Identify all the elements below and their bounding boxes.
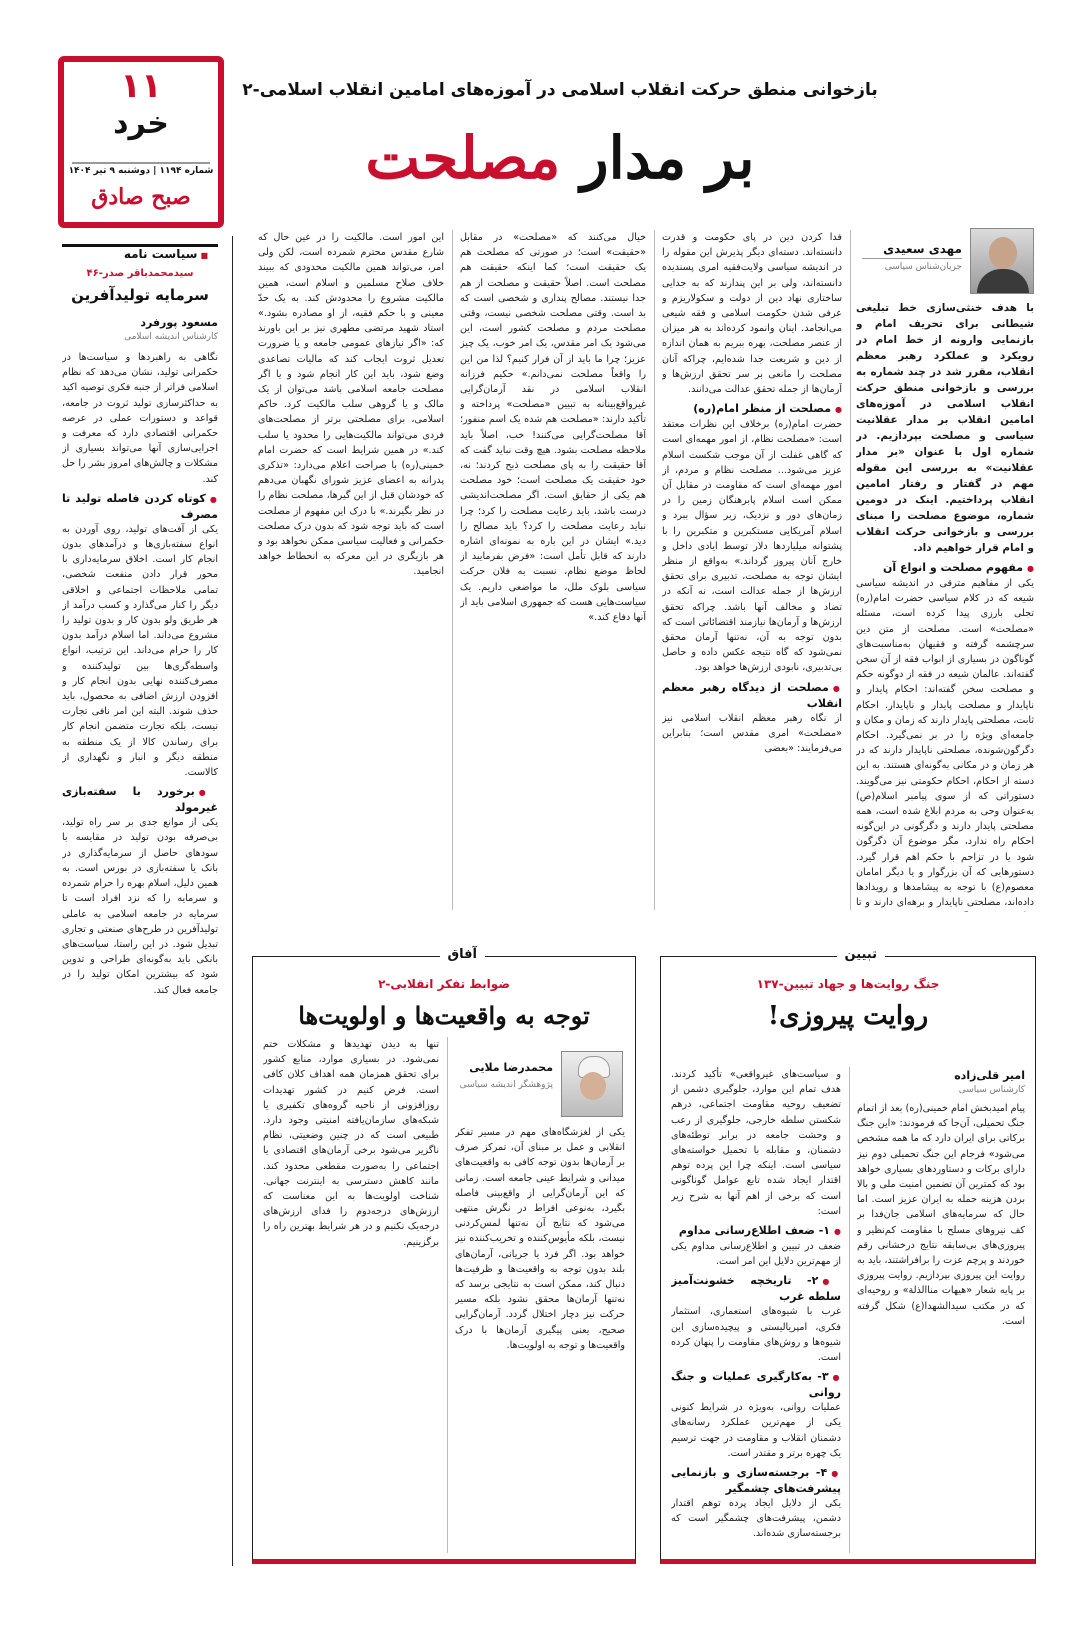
- article-column-2: [662, 230, 842, 912]
- article-kicker: بازخوانی منطق حرکت انقلاب اسلامی در آموزه‌های امامین انقلاب اسلامی-۲: [242, 80, 878, 100]
- box-column-left: [263, 1037, 439, 1553]
- author-name: مهدی سعیدی: [883, 242, 962, 256]
- box-kicker: ضوابط تفکر انقلابی-۲: [378, 977, 510, 991]
- author-photo: [561, 1051, 623, 1117]
- article-column-4: [258, 230, 444, 912]
- box-column-left: [671, 1067, 841, 1555]
- column-divider: [452, 230, 453, 910]
- box-section-label: تبیین: [837, 947, 886, 962]
- box-paragraph: تنها به دیدن تهدیدها و مشکلات ختم نمی‌شود. در بسیاری موارد، منابع کشور برای تحقق همزمان همه اهداف کلان کافی است. فرض کنیم در کشور تهدیدات روزافزونی از ناحیه گروه‌های تکفیری یا شبکه‌های سازمان‌یافته امنیتی وجود دارد. طبیعی است که در چنین وضعیتی، نظام ناگزیر می‌شود برخی آرمان‌های اقتصادی یا اجتماعی را به‌صورت مقطعی محدود کند. مانند کاهش دسترسی به اینترنت جهانی. شناخت اولویت‌ها به این معناست که ارزش‌های درجه‌دوم را فدای ارزش‌های درجه‌یک نکنیم و در هر شرایط بهترین راه را برگزینیم.: [263, 1039, 439, 1248]
- box-paragraph: پیام امیدبخش امام خمینی(ره) بعد از اتمام جنگ تحمیلی، آن‌جا که فرمودند: «این جنگ برکاتی برای ایران دارد که ما همه مشخص می‌شود» فرجام این جنگ تحمیلی دوم نیز دارای برکات و دستاوردهای بسیاری خواهد بود که کمترین آن تضمین امنیت ملی و بالا بردن هزینه حمله به ایران عزیز است. اما حال که سرمایه‌های اسلامی جان‌فدا بر کف نیروهای مسلح با مقاومت کم‌نظیر و پیروزی‌های بی‌سابقه نتایج درخشانی رقم خوردند و پرچم عزت را برافراشتند، باید به روایت این پیروزی بپردازیم. روایت پیروزی بر پایه شعار «هیهات مناالذلة» و روحیه‌ای که در مکتب سیدالشهدا(ع) شکل گرفته است.: [857, 1103, 1025, 1327]
- box-title: روایت پیروزی!: [767, 1001, 929, 1031]
- sidebar-title: سرمایه تولیدآفرین: [71, 286, 209, 304]
- box-paragraph: یکی از لغزشگاه‌های مهم در مسیر تفکر انقلابی و عمل بر مبنای آن، تمرکز صرف بر آرمان‌ها بدون توجه کافی به واقعیت‌های میدانی و شرایط عینی جامعه است. زمانی که این آرمان‌گرایی از واقع‌بینی فاصله بگیرد، به‌نوعی افراط در نگرش منتهی می‌شود که نتایج آن نه‌تنها لمس‌کردنی نیست، بلکه مأیوس‌کننده و تخریب‌کننده نیز خواهد بود. اگر فرد یا جریانی، آرمان‌های بلند بدون توجه به واقعیت‌ها و ظرفیت‌ها دنبال کند، ممکن است به نتایجی برسد که نه‌تنها آرمان‌ها محقق نشود بلکه مسیر حرکت نیز دچار اختلال گردد. آرمان‌گرایی صحیح، یعنی پیگیری آرمان‌ها با درک واقعیت‌ها و توجه به اولویت‌ها.: [455, 1127, 625, 1351]
- sidebar-paragraph: یکی از موانع جدی بر سر راه تولید، بی‌صرفه بودن تولید در مقایسه با سودهای حاصل از سرمایه‌گذاری در بانک یا سفته‌بازی در بورس است. به همین دلیل، اسلام بهره را حرام شمرده و سرمایه را که نزد افراد است تا سرمایه در جامعه اسلامی به عاملی تولیدآفرین در طرح‌های صنعتی و تجاری تبدیل شود. در این راستا، سیاست‌های بانکی باید به‌گونه‌ای طراحی و تدوین شود که بیشترین امکان تولید را در جامعه فعال کند.: [62, 817, 218, 996]
- box-paragraph: غرب با شیوه‌های استعماری، استثمار فکری، امپریالیستی و پیچیده‌سازی این شیوه‌ها و روش‌های مقاومت را پنهان کرده است.: [671, 1306, 841, 1364]
- box-column-right: [455, 1125, 625, 1553]
- sidebar-author: مسعود پورفرد: [140, 316, 218, 329]
- box-subheading: ● ۱- ضعف اطلاع‌رسانی مداوم: [671, 1223, 841, 1239]
- article-paragraph: از نگاه رهبر معظم انقلاب اسلامی نیز «مصلحت» امری مقدس است؛ بنابراین می‌فرمایند: «بعضی: [662, 712, 842, 755]
- article-paragraph: این امور است. مالکیت را در عین حال که شارع مقدس محترم شمرده است، لکن ولی امر، می‌تواند همین مالکیت محدودی که ببیند خلاف صلاح مسلمین و اسلام است، همین مالکیت مشروع را محدودش کند. به یک حدّ معینی و با حکم فقیه، از او مصادره بشود.» استاد شهید مرتضی مطهری نیز بر این باورند که: «اگر نیازهای عمومی جامعه و یا ضرورت تعدیل ثروت ایجاب کند که مالیات تصاعدی وضع شود، باید این کار انجام شود و یا اگر مصلحت جامعه اسلامی باشد می‌توان از یک مالک و یا گروهی سلب مالکیت کرد. حاکم اسلامی، برای مصلحتی برتر از مصلحت‌های فردی می‌تواند مالکیت‌هایی را محدود یا سلب کند.» در همین‌ شرایط است که حضرت امام خمینی(ره) با صراحت اعلام می‌دارد: «تذکری پدرانه به اعضای عزیز شورای نگهبان می‌دهم که خودشان قبل از این گیرها، مصلحت نظام را در نظر بگیرند.» با درک این مفهوم از مصلحت است که باید توجه شود که بدون درک مصلحت حکمرانی و فعالیت سیاسی ممکن نخواهد بود و هر بازیگری در این معرکه به انحطاط خواهد انجامید.: [258, 232, 444, 578]
- column-divider: [447, 1037, 448, 1553]
- box-author-role: پژوهشگر اندیشه سیاسی: [459, 1080, 553, 1090]
- author-role: جریان‌شناس سیاسی: [884, 262, 962, 272]
- author-divider: [862, 258, 962, 259]
- box-paragraph: یکی از دلایل ایجاد پرده توهم اقتدار دشمن، پیشرفت‌های چشمگیر است که برجسته‌سازی شده‌اند.: [671, 1498, 841, 1540]
- article-headline: [240, 118, 880, 198]
- newspaper-logo: صبح صادق: [91, 184, 191, 210]
- masthead-box: [58, 56, 224, 228]
- article-subheading: ● مفهوم مصلحت و انواع آن: [856, 560, 1034, 576]
- article-paragraph: فدا کردن دین در پای حکومت و قدرت دانسته‌اند. دسته‌ای دیگر پذیرش این مقوله را در اندیشه سیاسی ولایت‌فقیه امری پسندیده دانسته‌اند، ولی بر این پندارند که به جدایی ساختاری نهاد دین از دولت و سکولاریزم و عرفی شدن حکومت اسلامی و فقه شیعی می‌انجامد. اینان وانمود کرده‌اند به هر میزان از عنصر مصلحت، بهره ببریم به همان اندازه از دین و شریعت جدا شده‌ایم، چراکه آنان مصلحت را مانعی بر سر تحقق ارزش‌ها و آرمان‌ها از جمله تحقق عدالت می‌دانند.: [662, 232, 842, 396]
- box-kicker: جنگ روایت‌ها و جهاد تبیین-۱۳۷: [756, 977, 940, 991]
- section-title: خرد: [113, 106, 169, 141]
- article-paragraph: یکی از مفاهیم مترقی در اندیشه سیاسی شیعه که در کلام سیاسی حضرت امام(ره) تجلی بارزی پیدا کرده است، مسئله «مصلحت» است. مصلحت از متن دین سرچشمه گرفته و فقیهان به‌مناسبت‌های گوناگون در بسیاری از ابواب فقه از آن سخن گفته‌اند. عالمان شیعه در فقه از دوگونه حکم و مصلحت سخن گفته‌اند: احکام پایدار و ناپایدار و مصلحت پایدار و ناپایدار. احکام ثابت، مصلحتی پایدار دارند که زمان و مکان و جامعه‌ای ویژه را در بر نمی‌گیرد. احکام دگرگون‌شونده، مصلحتی ناپایدار دارند که در هر زمان و در مکانی به‌گونه‌ای هستند. به این دسته از احکام، احکام حکومتی نیز می‌گویند. دستوراتی که از سوی پیامبر اسلام(ص) به‌عنوان وحی به مردم ابلاغ شده است، همه مصلحتی پایدار دارند و دگرگونی در این‌گونه احکام راه ندارد، مگر موضوع آن دگرگون شود یا در تزاحم با حکم اهم قرار گیرد. دستورهایی که آن بزرگوار و یا دیگر امامان معصوم(ع) با توجه به پیشامدها و رویدادها داده‌اند، مصلحتی ناپایدار و برهه‌ای دارند و تا: [856, 578, 1034, 909]
- author-block: [856, 228, 1034, 294]
- box-subheading: ● ۴- برجسته‌سازی و بازنمایی پیشرفت‌های چشمگیر: [671, 1465, 841, 1496]
- box-paragraph: ضعف در تبیین و اطلاع‌رسانی مداوم یکی از مهم‌ترین دلایل این امر است.: [671, 1241, 841, 1268]
- box-author: محمدرضا ملایی: [469, 1061, 553, 1074]
- sidebar-subheading: ● کوتاه کردن فاصله تولید تا مصرف: [62, 491, 218, 522]
- box-subheading: ● ۲- تاریخچه خشونت‌آمیز سلطه غرب: [671, 1273, 841, 1304]
- issue-info: شماره ۱۱۹۴ | دوشنبه ۹ تیر ۱۴۰۴: [68, 166, 214, 176]
- article-column-3: [460, 230, 646, 912]
- sidebar-divider: [232, 236, 233, 1566]
- article-subheading: ● مصلحت از منظر امام(ره): [662, 401, 842, 417]
- box-section-label: آفاق: [440, 947, 485, 962]
- box-author-role: کارشناس سیاسی: [958, 1085, 1025, 1095]
- sidebar-section-header: [62, 244, 218, 262]
- page-number: ۱۱: [120, 66, 162, 106]
- article-paragraph: حضرت امام(ره) برخلاف این نظرات معتقد است: «مصلحت نظام، از امور مهمه‌ای است که گاهی غفلت از آن موجب شکست اسلام عزیز می‌شود... مصلحت نظام و مردم، از امور مهمه‌ای است که مقاومت در مقابل آن ممکن است اسلام پابرهنگان زمین را در زمان‌های دور و نزدیک، زیر سؤال ببرد و اسلام آمریکایی مستکبرین و متکبرین را با پشتوانه میلیاردها دلار توسط ایادی داخل و خارج آنان پیروز گرداند.» به‌واقع از منظر ایشان توجه به مصلحت، تدبیری برای تحقق ارزش‌ها از جمله عدالت است، نه آنکه در تضاد و مخالف آنها باشد. چراکه تحقق ارزش‌ها و آرمان‌ها نیازمند اقتضائاتی است که بدون توجه به آن، نه‌تنها آرمان محقق نمی‌شود که گاه نتیجه عکس داده و حاصل بی‌تدبیری، نابودی ارزش‌ها خواهد بود.: [662, 419, 842, 674]
- article-column-1: [856, 300, 1034, 912]
- headline-part-2: مصلحت: [365, 124, 561, 192]
- article-subheading: ● مصلحت از دیدگاه رهبر معظم انقلاب: [662, 680, 842, 711]
- article-lead: با هدف خنثی‌سازی خط تبلیغی شیطانی برای تحریف امام و بازنمایی وارونه از خط امام در رویکرد و عملکرد رهبر معظم انقلاب، مقرر شد در چند شماره به بررسی و بازخوانی منطق حرکت انقلاب اسلامی در آموزه‌های امامین انقلاب بر مدار عقلانیت سیاسی و مصلحت بپردازیم. در شماره اول با عنوان «بر مدار عقلانیت» به بررسی این مقوله مهم در گفتار و رفتار امامین انقلاب پرداختیم. اینک در دومین شماره، موضوع مصلحت را مبنای بررسی و بازخوانی حرکت انقلاب و امام قرار خواهیم داد.: [856, 302, 1034, 554]
- afagh-box: [252, 947, 636, 1564]
- author-photo: [970, 228, 1034, 294]
- sidebar-paragraph: نگاهی به راهبردها و سیاست‌ها در حکمرانی تولید، نشان می‌دهد که نظام اسلامی فراتر از جنبه فکری توصیه اکید به حداکثرسازی تولید ثروت در جامعه، قواعد و دستورات عملی در عرصه حکمرانی اقتصادی دارد که معرفت و اجرایی‌سازی آنها می‌تواند بسیاری از مشکلات و چالش‌های امروز بشر را حل کند.: [62, 352, 218, 485]
- sidebar-subheading: ● برخورد با سفته‌بازی غیرمولد: [62, 784, 218, 815]
- box-paragraph: و سیاست‌های غیرواقعی» تأکید کردند. هدف تمام این موارد، جلوگیری دشمن از تضعیف روحیه مقاومت اجتماعی، درهم شکستن سلطه خارجی، جلوگیری از رعب و وحشت جامعه در برابر توطئه‌های دشمنان، و مقابله با تحمیل خواسته‌های سیاسی است. اینکه چرا این پرده توهم اقتدار ایجاد شده تابع عوامل گوناگونی است که برخی از اهم آنها به شرح زیر است:: [671, 1069, 841, 1217]
- sidebar-body: [62, 350, 218, 1568]
- column-divider: [850, 230, 851, 910]
- headline-part-1: بر مدار: [580, 124, 755, 192]
- column-divider: [654, 230, 655, 910]
- sidebar-kicker: سیدمحمدباقر صدر-۴۶: [86, 268, 194, 279]
- tabyin-box: [660, 947, 1036, 1564]
- box-subheading: ● ۳- به‌کارگیری عملیات و جنگ روانی: [671, 1369, 841, 1400]
- column-divider: [849, 1067, 850, 1553]
- sidebar-author-role: کارشناس اندیشه اسلامی: [124, 332, 218, 342]
- sidebar-paragraph: یکی از آفت‌های تولید، روی آوردن به انواع سفته‌بازی‌ها و درآمدهای بدون انجام کار است. اخلاق سرمایه‌داری با محور قرار دادن منفعت شخصی، تمامی ملاحظات اجتماعی و اخلاقی دیگر را کنار می‌گذارد و کسب درآمد از هر طریق ولو بدون کار و بدون تولید را مشروع می‌داند. اما اسلام درآمد بدون کار را حرام می‌داند. این ترتیب، انواع واسطه‌گری‌ها بین تولیدکننده و مصرف‌کننده نهایی بدون انجام کار و افزودن ارزش اضافی به محصول، باید حذف شوند. البته این امر نافی تجارت نیست، بلکه تجارت متضمن انجام کار برای رساندن کالا از یک منطقه به منطقه دیگر و انبار و نگهداری از کالاست.: [62, 523, 218, 779]
- article-paragraph: خیال می‌کنند که «مصلحت» در مقابل «حقیقت» است؛ در صورتی که مصلحت هم یک حقیقت است؛ کما اینکه حقیقت هم مصلحت است. اصلاً حقیقت و مصلحت از هم جدا نیستند. مصالح پنداری و شخصی است که بد است. وقتی مصلحت شخصی نیست، وقتی مصلحت مردم و مصلحت کشور است، این می‌شود یک امر مقدس، یک امر خوب، یک چیز عزیز؛ چرا ما باید از آن فرار کنیم؟ لذا من این را واقعاً مصلحت نمی‌دانم.» حکیم فرزانه انقلاب اسلامی در نقد آرمان‌گرایی غیرواقع‌بینانه به تبیین «مصلحت» پرداخته و تأکید دارند: «مصلحت هم شده یک اسم منفور؛ آقا مصلحت‌گرایی می‌کنند! خب، اصلاً باید ملاحظه مصلحت بشود. هیچ وقت نباید گفت که آقا حقیقت را به پای مصلحت ذبح کردند؛ نه، خود حقیقت یک مصلحت است؛ خود مصلحت هم یکی از حقایق است. اگر مصلحت‌اندیشی درست باشد، باید رعایت مصلحت را کرد؛ چرا نباید رعایت مصلحت را کرد؟ باید مصالح را دید.» ایشان در این باره به نمونه‌ای اشاره دارند که قابل تأمل است: «فرض بفرمایید از لحاظ موضع نظام، نسبت به فلان حرکت سیاسی بلوک ملل، ما مواضعی داریم. یک سیاست‌هایی هست که جمهوری اسلامی باید از آنها دفاع کند.»: [460, 232, 646, 624]
- box-column-right: [857, 1101, 1025, 1553]
- box-title: توجه به واقعیت‌ها و اولویت‌ها: [298, 1001, 590, 1030]
- masthead-divider: [72, 162, 210, 164]
- sidebar-section-label: ■ سیاست نامه: [120, 247, 208, 261]
- box-author: امیر قلی‌زاده: [954, 1069, 1025, 1082]
- box-paragraph: عملیات روانی، به‌ویژه در شرایط کنونی یکی از مهم‌ترین عملکرد رسانه‌های دشمنان انقلاب و مقاومت در جهت ترسیم یک چهره برتر و مقتدر است.: [671, 1402, 841, 1459]
